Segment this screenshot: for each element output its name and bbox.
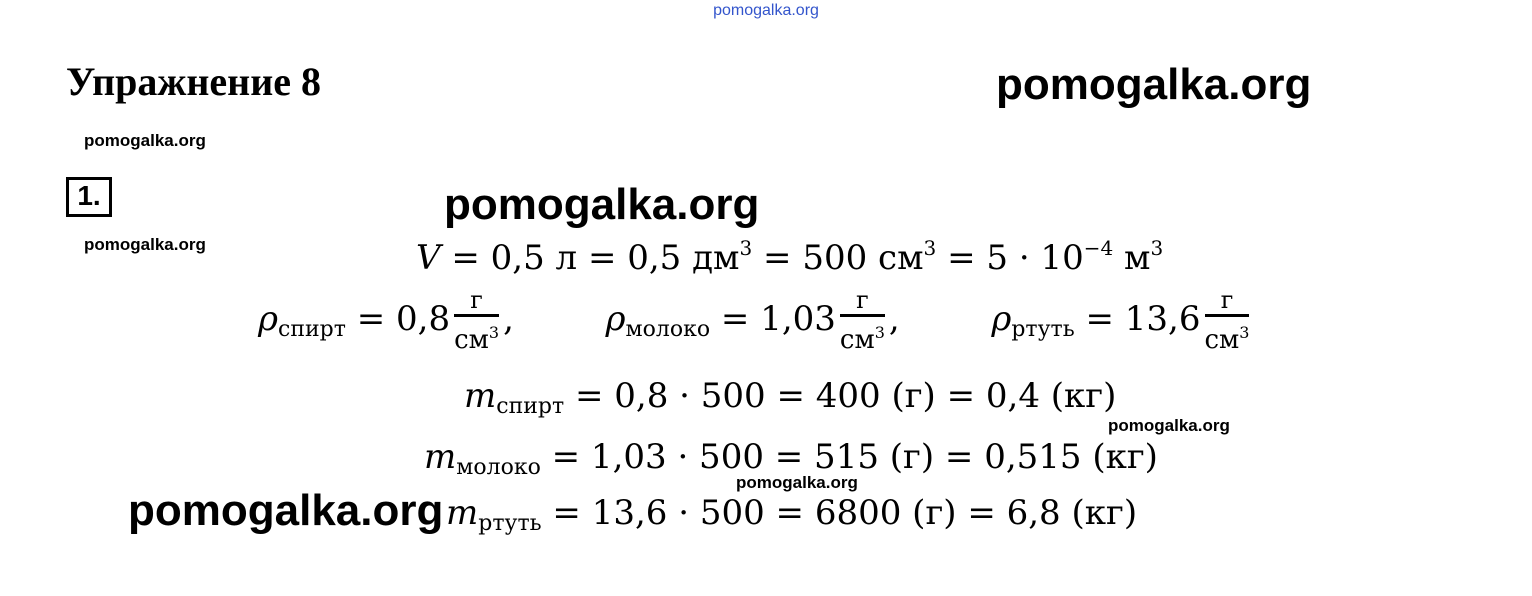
density-symbol: ρ xyxy=(605,299,626,339)
density-line xyxy=(258,286,1253,356)
mass-text: = 0,8 · 500 = 400 (г) = 0,4 (кг) xyxy=(564,376,1117,416)
density-fraction xyxy=(1205,286,1250,356)
density-fraction xyxy=(454,286,499,356)
volume-end-a: = 5 · 10 xyxy=(936,238,1084,278)
watermark-middle-small: pomogalka.org xyxy=(736,473,858,492)
volume-exp-3: 3 xyxy=(1150,236,1164,260)
density-comma: , xyxy=(503,299,514,339)
volume-end-b: м xyxy=(1113,238,1151,278)
density-symbol: ρ xyxy=(258,299,278,339)
density-alcohol xyxy=(258,286,525,355)
mass-symbol: m xyxy=(464,376,497,416)
density-fraction xyxy=(840,286,885,356)
mass-mercury xyxy=(446,493,1137,536)
watermark-under-title: pomogalka.org xyxy=(84,131,206,150)
volume-exp-2: 3 xyxy=(923,236,937,260)
watermark-bottom-left: pomogalka.org xyxy=(128,486,444,535)
mass-text: = 13,6 · 500 = 6800 (г) = 6,8 (кг) xyxy=(541,493,1138,533)
volume-mid: = 500 см xyxy=(752,238,924,278)
density-milk xyxy=(595,286,911,355)
fraction-numerator: г xyxy=(454,286,499,317)
density-subscript: ртуть xyxy=(1011,317,1075,342)
density-subscript: спирт xyxy=(278,317,346,342)
fraction-numerator: г xyxy=(1205,286,1250,317)
watermark-under-number: pomogalka.org xyxy=(84,235,206,254)
mass-alcohol xyxy=(464,376,1116,419)
density-symbol: ρ xyxy=(991,299,1012,339)
density-mercury xyxy=(981,286,1254,355)
watermark-center-large: pomogalka.org xyxy=(444,180,760,229)
volume-text: = 0,5 л = 0,5 дм xyxy=(440,238,740,278)
density-subscript: молоко xyxy=(625,317,711,342)
mass-text: = 1,03 · 500 = 515 (г) = 0,515 (кг) xyxy=(540,437,1158,477)
volume-exp-1: 3 xyxy=(739,236,753,260)
exercise-title: Упражнение 8 xyxy=(66,59,322,104)
watermark-right-small: pomogalka.org xyxy=(1108,416,1230,435)
volume-equation xyxy=(416,236,1163,278)
mass-symbol: m xyxy=(424,437,457,477)
mass-subscript: спирт xyxy=(496,394,565,419)
mass-milk xyxy=(424,437,1158,480)
density-value: = 13,6 xyxy=(1074,299,1201,339)
fraction-numerator: г xyxy=(840,286,885,317)
problem-number xyxy=(66,177,112,217)
fraction-denominator: $см^3$ xyxy=(839,323,885,355)
volume-exponent: −4 xyxy=(1083,236,1114,260)
watermark-top: pomogalka.org xyxy=(713,2,819,19)
density-value: = 0,8 xyxy=(345,299,451,339)
density-value: = 1,03 xyxy=(710,299,836,339)
watermark-header-right: pomogalka.org xyxy=(996,60,1312,109)
fraction-denominator: $см^3$ xyxy=(1204,323,1250,355)
mass-subscript: молоко xyxy=(456,455,541,480)
mass-subscript: ртуть xyxy=(478,511,542,536)
mass-symbol: m xyxy=(446,493,479,533)
problem-number-text: 1. xyxy=(77,180,101,211)
fraction-denominator: $см^3$ xyxy=(454,323,500,355)
density-comma: , xyxy=(888,299,900,339)
volume-symbol: V xyxy=(416,238,441,278)
